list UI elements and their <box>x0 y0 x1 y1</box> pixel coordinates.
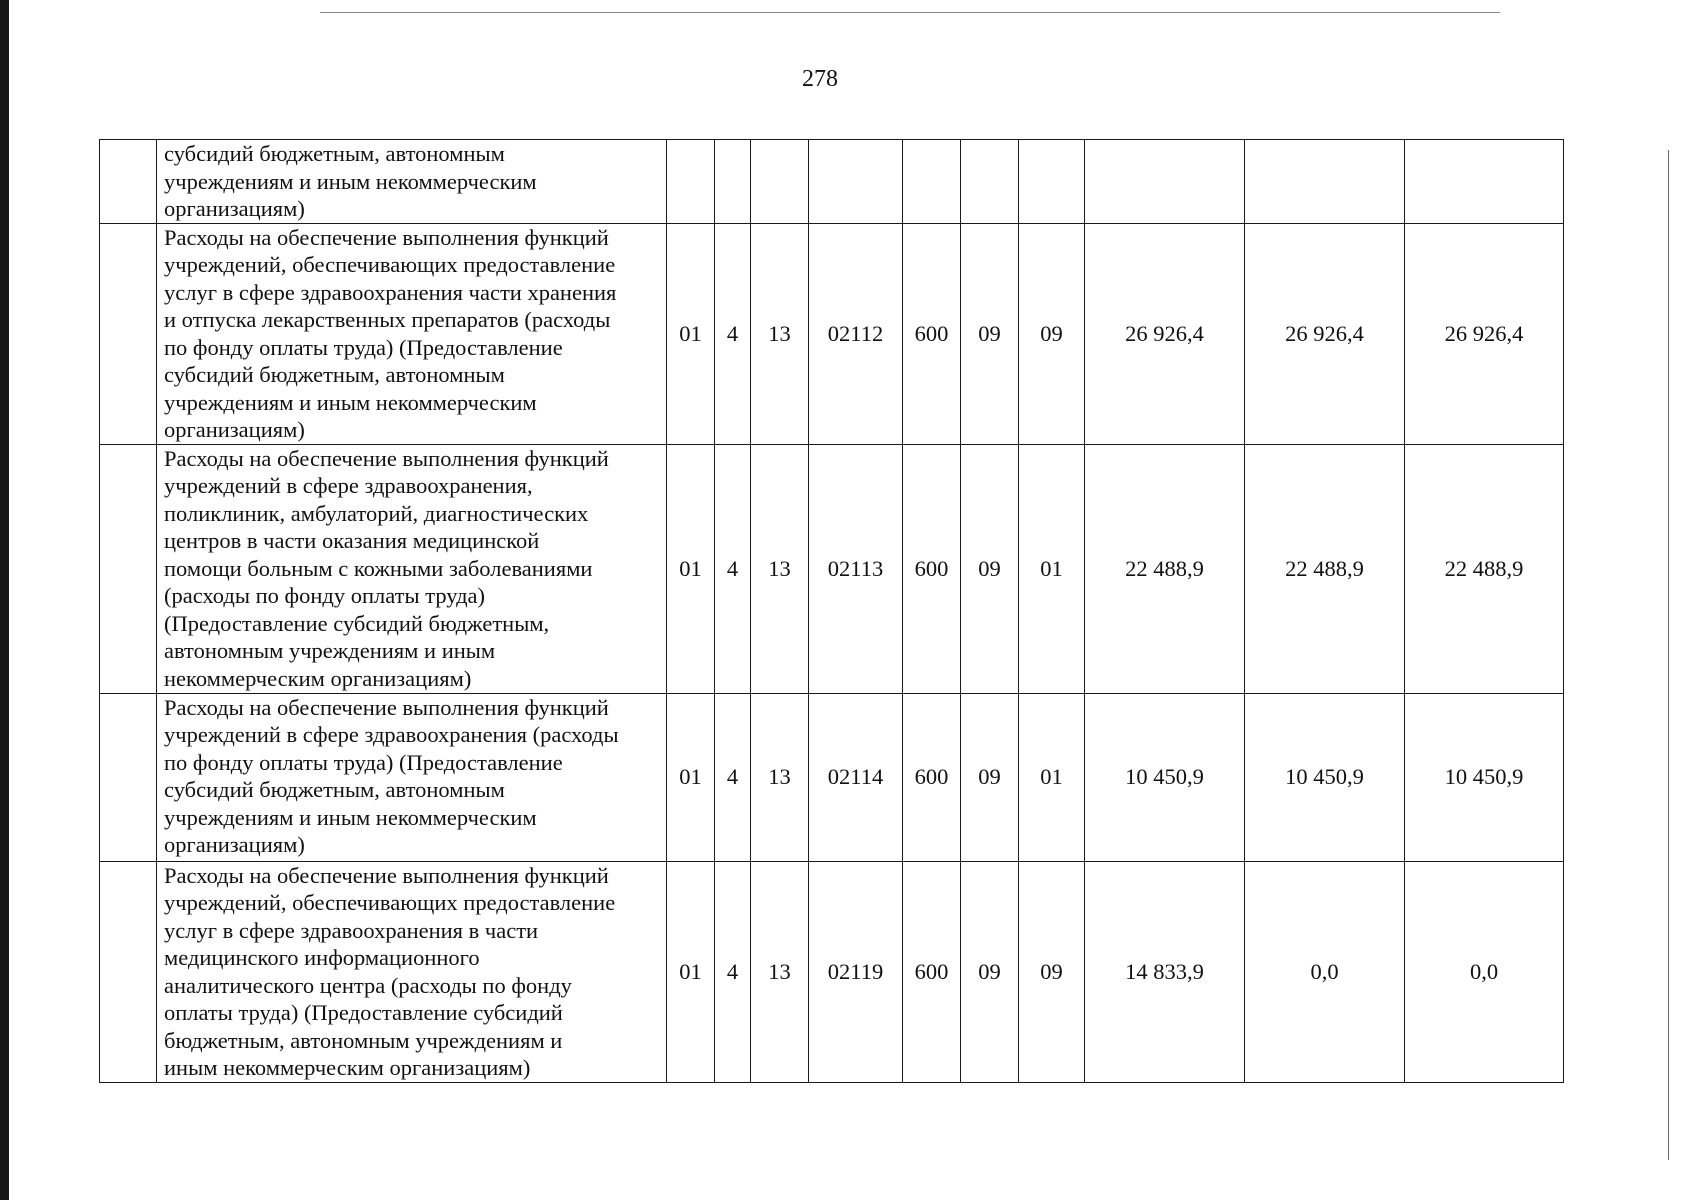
table-row <box>100 223 1564 444</box>
amount-year-3: 22 488,9 <box>1405 444 1564 693</box>
row-index-cell <box>100 861 157 1082</box>
program-code: 01 <box>667 444 715 693</box>
amount-year-1: 14 833,9 <box>1085 861 1245 1082</box>
subprogram-code: 4 <box>715 861 751 1082</box>
subprogram-code: 4 <box>715 444 751 693</box>
main-activity-code: 13 <box>751 444 809 693</box>
expense-direction-code <box>809 140 903 224</box>
row-index-cell <box>100 140 157 224</box>
expense-description: Расходы на обеспечение выполнения функций учреждений в сфере здравоохранения, поликлиник, амбулаторий, диагностических центров в части оказания медицинской помощи больным с кожными заболеваниями (расходы по фонду оплаты труда) (Предоставление субсидий бюджетным, автономным учреждениям и иным некоммерческим организациям) <box>157 444 667 693</box>
budget-table <box>99 139 1564 1083</box>
subsection-code <box>1019 140 1085 224</box>
amount-year-2: 0,0 <box>1245 861 1405 1082</box>
row-index-cell <box>100 693 157 861</box>
scan-edge-left <box>0 0 9 1200</box>
expense-description: субсидий бюджетным, автономным учреждениям и иным некоммерческим организациям) <box>157 140 667 224</box>
subsection-code: 09 <box>1019 223 1085 444</box>
subsection-code: 01 <box>1019 444 1085 693</box>
amount-year-3: 0,0 <box>1405 861 1564 1082</box>
amount-year-3 <box>1405 140 1564 224</box>
expense-description: Расходы на обеспечение выполнения функций учреждений в сфере здравоохранения (расходы по фонду оплаты труда) (Предоставление субсидий бюджетным, автономным учреждениям и иным некоммерческим организациям) <box>157 693 667 861</box>
main-activity-code: 13 <box>751 223 809 444</box>
expense-type-code: 600 <box>903 444 961 693</box>
scan-edge-right <box>1668 150 1669 1160</box>
expense-direction-code: 02119 <box>809 861 903 1082</box>
page-number: 278 <box>802 66 838 92</box>
subsection-code: 09 <box>1019 861 1085 1082</box>
expense-description: Расходы на обеспечение выполнения функций учреждений, обеспечивающих предоставление услуг в сфере здравоохранения в части медицинского информационного аналитического центра (расходы по фонду оплаты труда) (Предоставление субсидий бюджетным, автономным учреждениям и иным некоммерческим организациям) <box>157 861 667 1082</box>
table-row <box>100 140 1564 224</box>
amount-year-2: 10 450,9 <box>1245 693 1405 861</box>
amount-year-1: 26 926,4 <box>1085 223 1245 444</box>
subsection-code: 01 <box>1019 693 1085 861</box>
expense-type-code <box>903 140 961 224</box>
table-row <box>100 693 1564 861</box>
main-activity-code: 13 <box>751 861 809 1082</box>
table-row <box>100 861 1564 1082</box>
expense-direction-code: 02112 <box>809 223 903 444</box>
amount-year-2: 22 488,9 <box>1245 444 1405 693</box>
amount-year-3: 10 450,9 <box>1405 693 1564 861</box>
row-index-cell <box>100 444 157 693</box>
expense-description: Расходы на обеспечение выполнения функций учреждений, обеспечивающих предоставление услуг в сфере здравоохранения части хранения и отпуска лекарственных препаратов (расходы по фонду оплаты труда) (Предоставление субсидий бюджетным, автономным учреждениям и иным некоммерческим организациям) <box>157 223 667 444</box>
expense-direction-code: 02113 <box>809 444 903 693</box>
section-code: 09 <box>961 223 1019 444</box>
section-code: 09 <box>961 861 1019 1082</box>
expense-type-code: 600 <box>903 861 961 1082</box>
section-code <box>961 140 1019 224</box>
program-code <box>667 140 715 224</box>
section-code: 09 <box>961 444 1019 693</box>
amount-year-2: 26 926,4 <box>1245 223 1405 444</box>
program-code: 01 <box>667 223 715 444</box>
subprogram-code: 4 <box>715 693 751 861</box>
expense-type-code: 600 <box>903 223 961 444</box>
program-code: 01 <box>667 861 715 1082</box>
table-row <box>100 444 1564 693</box>
main-activity-code: 13 <box>751 693 809 861</box>
amount-year-1 <box>1085 140 1245 224</box>
scan-edge-top <box>320 12 1500 13</box>
expense-type-code: 600 <box>903 693 961 861</box>
amount-year-1: 22 488,9 <box>1085 444 1245 693</box>
main-activity-code <box>751 140 809 224</box>
subprogram-code <box>715 140 751 224</box>
program-code: 01 <box>667 693 715 861</box>
row-index-cell <box>100 223 157 444</box>
section-code: 09 <box>961 693 1019 861</box>
amount-year-2 <box>1245 140 1405 224</box>
amount-year-3: 26 926,4 <box>1405 223 1564 444</box>
expense-direction-code: 02114 <box>809 693 903 861</box>
amount-year-1: 10 450,9 <box>1085 693 1245 861</box>
subprogram-code: 4 <box>715 223 751 444</box>
